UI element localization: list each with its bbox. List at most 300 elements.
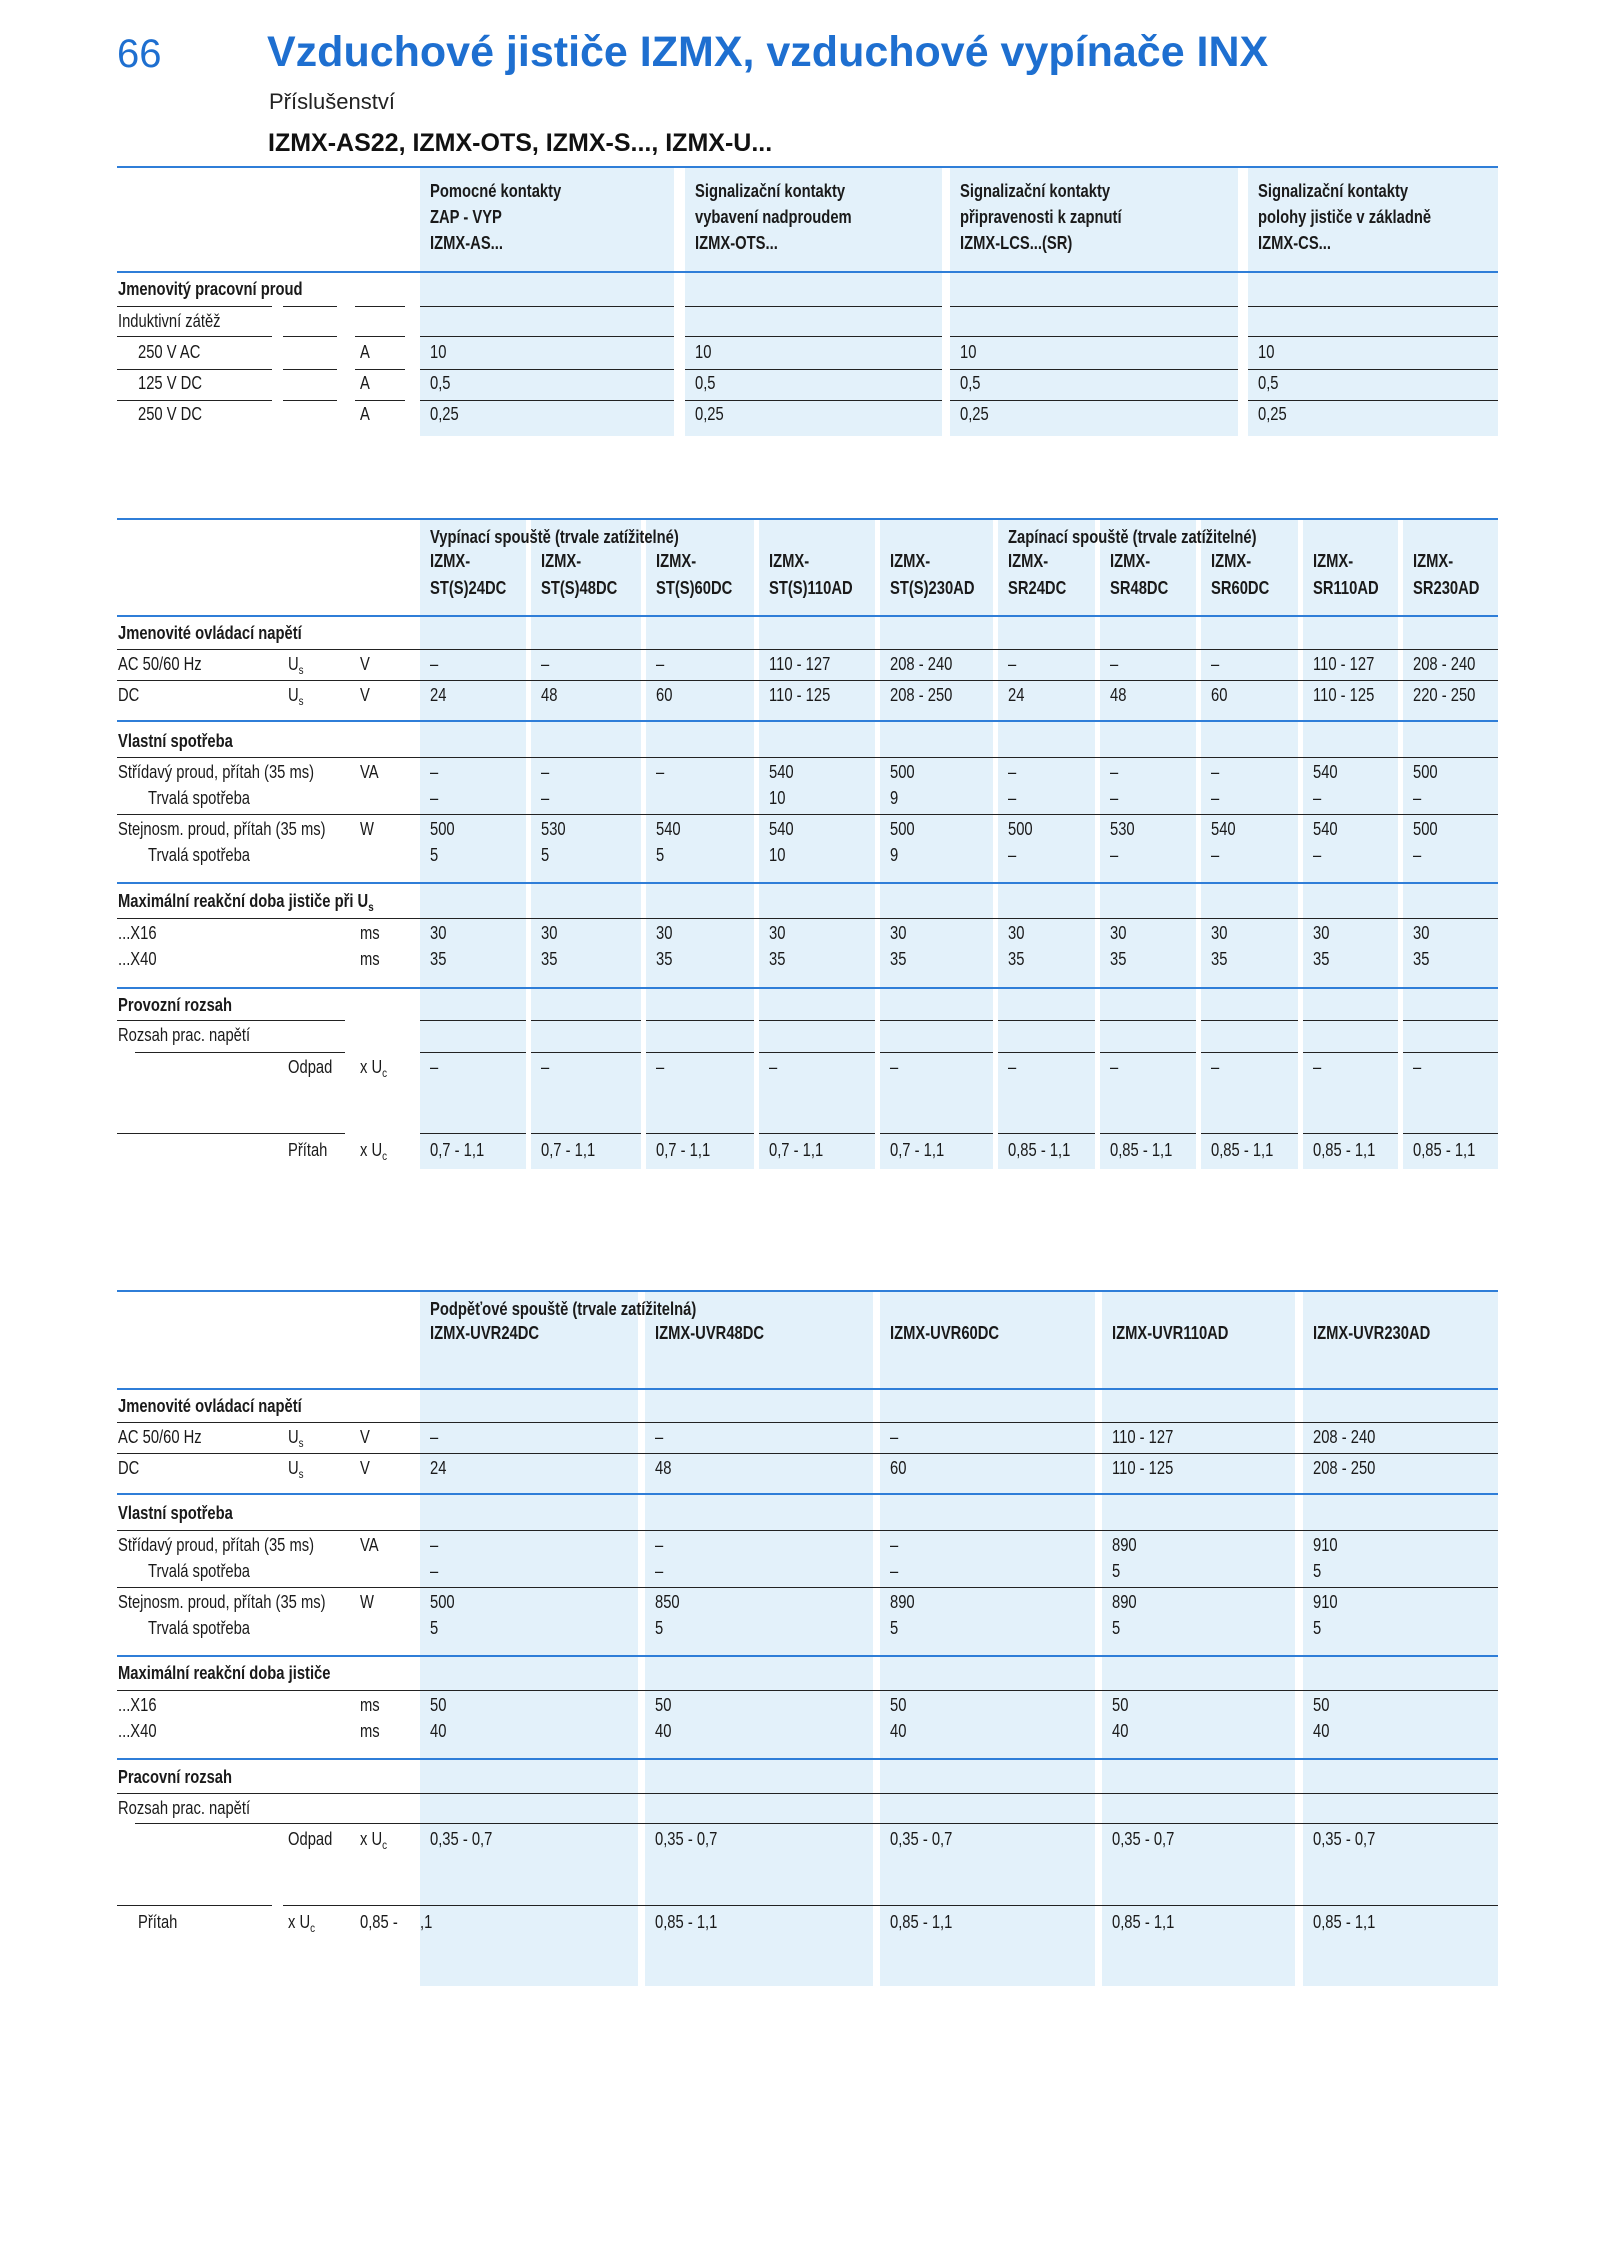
cell-value: 0,85 - 1,1 <box>1413 1140 1476 1160</box>
cell-value: – <box>541 788 550 808</box>
cell-value: – <box>1008 1057 1017 1077</box>
rule <box>880 1020 993 1021</box>
unit: ms <box>360 949 380 969</box>
group-label: Maximální reakční doba jističe <box>118 1663 331 1683</box>
cell-value: 0,85 - 1,1 <box>1008 1140 1071 1160</box>
column-header: IZMX- <box>769 551 810 571</box>
column-header: ST(S)24DC <box>430 578 507 598</box>
cell-value: 35 <box>890 949 907 969</box>
cell-value: – <box>430 1427 439 1447</box>
row-label: Střídavý proud, přítah (35 ms) <box>118 762 315 782</box>
cell-value: 0,35 - 0,7 <box>655 1829 718 1849</box>
cell-value: 530 <box>541 819 566 839</box>
cell-value: 35 <box>430 949 447 969</box>
cell-value: 50 <box>655 1695 672 1715</box>
unit: x $U_c$ <box>360 1829 388 1852</box>
rule <box>1248 369 1498 370</box>
row-unit: A <box>360 404 370 424</box>
row-label: DC <box>118 685 140 705</box>
cell-value: 208 - 250 <box>890 685 953 705</box>
column-header: IZMX-UVR110AD <box>1112 1323 1229 1343</box>
cell-value: – <box>541 762 550 782</box>
rule <box>1248 306 1498 307</box>
column-header: IZMX- <box>1008 551 1049 571</box>
cell-value: – <box>890 1057 899 1077</box>
cell-value: – <box>430 1057 439 1077</box>
rule <box>355 306 405 307</box>
cell-value: 0,7 - 1,1 <box>541 1140 596 1160</box>
cell-value: – <box>1110 654 1119 674</box>
cell-value: 40 <box>430 1721 447 1741</box>
rule <box>759 1133 875 1134</box>
rule <box>117 1133 345 1134</box>
cell-value: 0,85 - 1,1 <box>1313 1912 1376 1932</box>
column-header: Pomocné kontakty <box>430 181 562 201</box>
column-header: Signalizační kontakty <box>1258 181 1409 201</box>
cell-value: – <box>541 654 550 674</box>
unit: V <box>360 654 370 674</box>
cell-value: – <box>1211 1057 1220 1077</box>
cell-value: 0,7 - 1,1 <box>430 1140 485 1160</box>
unit: VA <box>360 1535 379 1555</box>
cell-value: – <box>890 1427 899 1447</box>
rule <box>117 1422 1498 1423</box>
row-label: Přítah <box>138 1912 178 1932</box>
rule <box>135 1052 345 1053</box>
column-header: vybavení nadproudem <box>695 207 852 227</box>
row-label: Střídavý proud, přítah (35 ms) <box>118 1535 315 1555</box>
rule-blue <box>117 1493 1498 1495</box>
cell-value: – <box>1211 654 1220 674</box>
column-header: SR48DC <box>1110 578 1169 598</box>
cell-value: 9 <box>890 788 899 808</box>
cell-value: 10 <box>695 342 712 362</box>
rule <box>950 306 1238 307</box>
column-header: IZMX- <box>1413 551 1454 571</box>
rule-blue <box>117 720 1498 722</box>
cell-value: 10 <box>769 788 786 808</box>
cell-value: 5 <box>541 845 550 865</box>
rule <box>950 400 1238 401</box>
cell-value: – <box>1313 1057 1322 1077</box>
column-shade <box>645 1291 873 1986</box>
cell-value: – <box>1413 845 1422 865</box>
cell-value: 30 <box>430 923 447 943</box>
column-header: SR60DC <box>1211 578 1270 598</box>
rule <box>117 369 272 370</box>
group-label: Provozní rozsah <box>118 995 233 1015</box>
cell-value: 500 <box>1413 762 1438 782</box>
rule <box>420 400 674 401</box>
cell-value: 890 <box>1112 1592 1137 1612</box>
cell-value: 35 <box>1313 949 1330 969</box>
column-header: ST(S)60DC <box>656 578 733 598</box>
group-label: Jmenovité ovládací napětí <box>118 1396 302 1416</box>
row-label: Trvalá spotřeba <box>148 845 251 865</box>
unit-symbol: $U_s$ <box>288 654 304 677</box>
cell-value: 530 <box>1110 819 1135 839</box>
rule <box>117 814 1498 815</box>
rule <box>998 1052 1095 1053</box>
cell-value: 208 - 250 <box>1313 1458 1376 1478</box>
unit: V <box>360 685 370 705</box>
rule <box>531 1133 641 1134</box>
rule <box>998 1133 1095 1134</box>
cell-value: 0,25 <box>960 404 989 424</box>
cell-value: – <box>1110 762 1119 782</box>
cell-value: 110 - 125 <box>1112 1458 1174 1478</box>
cell-value: 5 <box>1112 1618 1121 1638</box>
rule <box>1403 1020 1498 1021</box>
cell-value: – <box>769 1057 778 1077</box>
rule <box>1100 1052 1196 1053</box>
rule-blue <box>117 987 1498 989</box>
cell-value: 0,85 - 1,1 <box>1313 1140 1376 1160</box>
cell-value: 910 <box>1313 1535 1338 1555</box>
rule <box>117 1793 1498 1794</box>
cell-value: 0,5 <box>430 373 451 393</box>
cell-value: 0,25 <box>695 404 724 424</box>
cell-value: 30 <box>890 923 907 943</box>
rule <box>117 1905 272 1906</box>
column-header: IZMX- <box>1313 551 1354 571</box>
cell-value: 5 <box>890 1618 899 1638</box>
cell-value: – <box>541 1057 550 1077</box>
rule <box>420 1020 526 1021</box>
cell-value: 35 <box>656 949 673 969</box>
cell-value: – <box>430 788 439 808</box>
column-header: SR24DC <box>1008 578 1067 598</box>
row-label: ...X40 <box>118 1721 157 1741</box>
cell-value: 10 <box>1258 342 1275 362</box>
row-label: Přítah <box>288 1140 328 1160</box>
cell-value: 30 <box>1008 923 1025 943</box>
rule <box>283 369 337 370</box>
rule <box>759 1052 875 1053</box>
cell-value: 48 <box>541 685 558 705</box>
cell-value: – <box>655 1561 664 1581</box>
rule <box>420 306 674 307</box>
subscript: c <box>382 1066 388 1080</box>
rule <box>420 1133 526 1134</box>
rule <box>117 680 1498 681</box>
rule-blue <box>117 1758 1498 1760</box>
cell-value: – <box>1008 654 1017 674</box>
cell-value: ,1 <box>420 1912 433 1932</box>
group-label: Jmenovité ovládací napětí <box>118 623 302 643</box>
cell-value: – <box>1313 845 1322 865</box>
rule <box>950 336 1238 337</box>
column-header: IZMX-AS... <box>430 233 503 253</box>
cell-value: 540 <box>769 819 794 839</box>
unit: x $U_c$ <box>360 1057 388 1080</box>
row-unit: A <box>360 373 370 393</box>
group-label: Maximální reakční doba jističe při $U_s$ <box>118 891 374 914</box>
cell-value: 0,25 <box>430 404 459 424</box>
cell-value: 110 - 127 <box>769 654 831 674</box>
cell-value: – <box>1413 788 1422 808</box>
section-heading: IZMX-AS22, IZMX-OTS, IZMX-S..., IZMX-U... <box>268 129 773 157</box>
unit: W <box>360 1592 374 1612</box>
rule <box>1248 336 1498 337</box>
column-header: IZMX-UVR24DC <box>430 1323 540 1343</box>
subscript: s <box>298 1467 304 1481</box>
cell-value: 35 <box>1008 949 1025 969</box>
cell-value: 24 <box>1008 685 1025 705</box>
cell-value: 500 <box>1413 819 1438 839</box>
rule <box>117 1587 1498 1588</box>
cell-value: – <box>656 654 665 674</box>
rule-blue <box>117 882 1498 884</box>
row-label: ...X40 <box>118 949 157 969</box>
cell-value: 208 - 240 <box>1413 654 1476 674</box>
rule <box>117 400 272 401</box>
column-header: IZMX-UVR230AD <box>1313 1323 1431 1343</box>
group-label: Jmenovitý pracovní proud <box>118 279 303 299</box>
cell-value: 50 <box>430 1695 447 1715</box>
rule <box>1201 1020 1298 1021</box>
rule <box>117 1690 1498 1691</box>
column-header: ST(S)230AD <box>890 578 975 598</box>
cell-value: 40 <box>655 1721 672 1741</box>
group-left: Vypínací spouště (trvale zatížitelné) <box>430 527 679 547</box>
group-label: Vlastní spotřeba <box>118 1503 233 1523</box>
cell-value: 890 <box>1112 1535 1137 1555</box>
rule <box>1100 1020 1196 1021</box>
rule <box>283 306 337 307</box>
cell-value: 10 <box>430 342 447 362</box>
cell-value: 40 <box>890 1721 907 1741</box>
cell-value: 35 <box>1413 949 1430 969</box>
cell-value: 30 <box>1211 923 1228 943</box>
cell-value: 48 <box>655 1458 672 1478</box>
column-header: Signalizační kontakty <box>960 181 1111 201</box>
cell-value: – <box>430 1535 439 1555</box>
rule-blue <box>117 518 1498 520</box>
cell-value: 5 <box>430 845 439 865</box>
column-shade <box>1102 1291 1295 1986</box>
row-label: Trvalá spotřeba <box>148 1561 251 1581</box>
cell-value: – <box>1313 788 1322 808</box>
cell-value: 500 <box>430 819 455 839</box>
cell-value: 0,35 - 0,7 <box>890 1829 953 1849</box>
unit: ms <box>360 1721 380 1741</box>
cell-value: 910 <box>1313 1592 1338 1612</box>
cell-value: 30 <box>1110 923 1127 943</box>
cell-value: 24 <box>430 685 447 705</box>
row-label: 250 V AC <box>138 342 201 362</box>
subscript: s <box>298 663 304 677</box>
cell-value: 540 <box>1211 819 1236 839</box>
rule <box>759 1020 875 1021</box>
subscript: c <box>382 1838 388 1852</box>
row-label: Stejnosm. proud, přítah (35 ms) <box>118 819 326 839</box>
rule <box>685 369 942 370</box>
rule <box>1403 1052 1498 1053</box>
column-header: SR230AD <box>1413 578 1480 598</box>
cell-value: – <box>1413 1057 1422 1077</box>
unit: V <box>360 1458 370 1478</box>
cell-value: 208 - 240 <box>1313 1427 1376 1447</box>
cell-value: – <box>1110 788 1119 808</box>
cell-value: – <box>1008 762 1017 782</box>
cell-value: 24 <box>430 1458 447 1478</box>
cell-value: 30 <box>1413 923 1430 943</box>
rule <box>1248 400 1498 401</box>
rule <box>117 918 1498 919</box>
cell-value: 30 <box>769 923 786 943</box>
rule <box>117 1453 1498 1454</box>
cell-value: – <box>656 762 665 782</box>
cell-value: 0,7 - 1,1 <box>656 1140 711 1160</box>
cell-value: 9 <box>890 845 899 865</box>
column-header: ST(S)48DC <box>541 578 618 598</box>
subscript: s <box>298 694 304 708</box>
column-header: IZMX- <box>541 551 582 571</box>
column-header: IZMX-UVR48DC <box>655 1323 765 1343</box>
unit-symbol: $U_s$ <box>288 1427 304 1450</box>
cell-value: 10 <box>769 845 786 865</box>
cell-value: 0,35 - 0,7 <box>1313 1829 1376 1849</box>
cell-value: 5 <box>1112 1561 1121 1581</box>
cell-value: 30 <box>656 923 673 943</box>
page-title: Vzduchové jističe IZMX, vzduchové vypínače INX <box>267 28 1269 76</box>
rule-blue <box>117 166 1498 168</box>
subscript: s <box>298 1436 304 1450</box>
rule <box>117 1020 345 1021</box>
cell-value: 220 - 250 <box>1413 685 1476 705</box>
rule <box>283 400 337 401</box>
column-header: IZMX- <box>1110 551 1151 571</box>
row-unit: A <box>360 342 370 362</box>
cell-value: 50 <box>890 1695 907 1715</box>
rule <box>1303 1020 1398 1021</box>
row-label: DC <box>118 1458 140 1478</box>
rule <box>355 336 405 337</box>
row-label: AC 50/60 Hz <box>118 1427 202 1447</box>
cell-value: 0,85 - 1,1 <box>1211 1140 1274 1160</box>
cell-value: – <box>430 654 439 674</box>
cell-value: 0,5 <box>1258 373 1279 393</box>
group-label: Pracovní rozsah <box>118 1767 233 1787</box>
rule-blue <box>117 1290 1498 1292</box>
cell-value: 0,5 <box>960 373 981 393</box>
rule <box>117 306 272 307</box>
cell-value: 110 - 125 <box>769 685 831 705</box>
cell-value: 60 <box>1211 685 1228 705</box>
cell-value: 50 <box>1313 1695 1330 1715</box>
rule <box>1303 1133 1398 1134</box>
cell-value: 35 <box>1110 949 1127 969</box>
row-label: ...X16 <box>118 1695 157 1715</box>
rule <box>531 1020 641 1021</box>
cell-value: 0,85 - 1,1 <box>890 1912 953 1932</box>
cell-value: – <box>1008 788 1017 808</box>
cell-value: 540 <box>769 762 794 782</box>
cell-value: 60 <box>656 685 673 705</box>
cell-value: 0,7 - 1,1 <box>890 1140 945 1160</box>
cell-value: 500 <box>1008 819 1033 839</box>
row-label: Rozsah prac. napětí <box>118 1798 251 1818</box>
row-label: Odpad <box>288 1829 333 1849</box>
cell-value: – <box>1211 845 1220 865</box>
cell-value: 35 <box>1211 949 1228 969</box>
subscript: c <box>382 1149 388 1163</box>
column-header: IZMX-UVR60DC <box>890 1323 1000 1343</box>
subscript: s <box>368 900 374 914</box>
cell-value: 50 <box>1112 1695 1129 1715</box>
cell-value: 0,85 - <box>360 1912 398 1932</box>
rule-blue <box>117 615 1498 617</box>
cell-value: 10 <box>960 342 977 362</box>
subscript: c <box>310 1921 316 1935</box>
page-number: 66 <box>117 32 162 76</box>
column-header: IZMX- <box>890 551 931 571</box>
cell-value: 0,85 - 1,1 <box>1112 1912 1175 1932</box>
cell-value: 5 <box>1313 1618 1322 1638</box>
rule <box>420 1052 526 1053</box>
rule-blue <box>117 1655 1498 1657</box>
cell-value: – <box>890 1561 899 1581</box>
rule <box>880 1052 993 1053</box>
column-header: Signalizační kontakty <box>695 181 846 201</box>
page-subtitle: Příslušenství <box>269 89 395 114</box>
group-label: Podpěťové spouště (trvale zatížitelná) <box>430 1299 697 1319</box>
cell-value: – <box>430 762 439 782</box>
cell-value: 500 <box>890 819 915 839</box>
rule <box>1201 1052 1298 1053</box>
cell-value: 0,85 - 1,1 <box>1110 1140 1173 1160</box>
row-label: AC 50/60 Hz <box>118 654 202 674</box>
rule <box>1201 1133 1298 1134</box>
rule <box>135 1823 1498 1824</box>
rule <box>117 336 272 337</box>
rule <box>1403 1133 1498 1134</box>
group-label: Vlastní spotřeba <box>118 731 233 751</box>
cell-value: 35 <box>541 949 558 969</box>
cell-value: – <box>890 1535 899 1555</box>
column-header: ST(S)110AD <box>769 578 853 598</box>
rule <box>950 369 1238 370</box>
column-header: IZMX-LCS...(SR) <box>960 233 1073 253</box>
column-header: připravenosti k zapnutí <box>960 207 1122 227</box>
cell-value: 5 <box>1313 1561 1322 1581</box>
cell-value: 0,5 <box>695 373 716 393</box>
row-label: ...X16 <box>118 923 157 943</box>
cell-value: 35 <box>769 949 786 969</box>
column-header: polohy jističe v základně <box>1258 207 1432 227</box>
cell-value: – <box>430 1561 439 1581</box>
unit-symbol: $U_s$ <box>288 685 304 708</box>
row-label: Trvalá spotřeba <box>148 1618 251 1638</box>
cell-value: 850 <box>655 1592 680 1612</box>
cell-value: – <box>655 1427 664 1447</box>
rule <box>1100 1133 1196 1134</box>
cell-value: 110 - 127 <box>1313 654 1375 674</box>
cell-value: 500 <box>430 1592 455 1612</box>
cell-value: – <box>656 1057 665 1077</box>
cell-value: – <box>1008 845 1017 865</box>
cell-value: 540 <box>656 819 681 839</box>
cell-value: 208 - 240 <box>890 654 953 674</box>
cell-value: 40 <box>1313 1721 1330 1741</box>
row-label: Stejnosm. proud, přítah (35 ms) <box>118 1592 326 1612</box>
rule <box>420 336 674 337</box>
unit: ms <box>360 923 380 943</box>
sub-label: Induktivní zátěž <box>118 311 221 331</box>
rule <box>283 1905 1498 1906</box>
cell-value: 0,7 - 1,1 <box>769 1140 824 1160</box>
